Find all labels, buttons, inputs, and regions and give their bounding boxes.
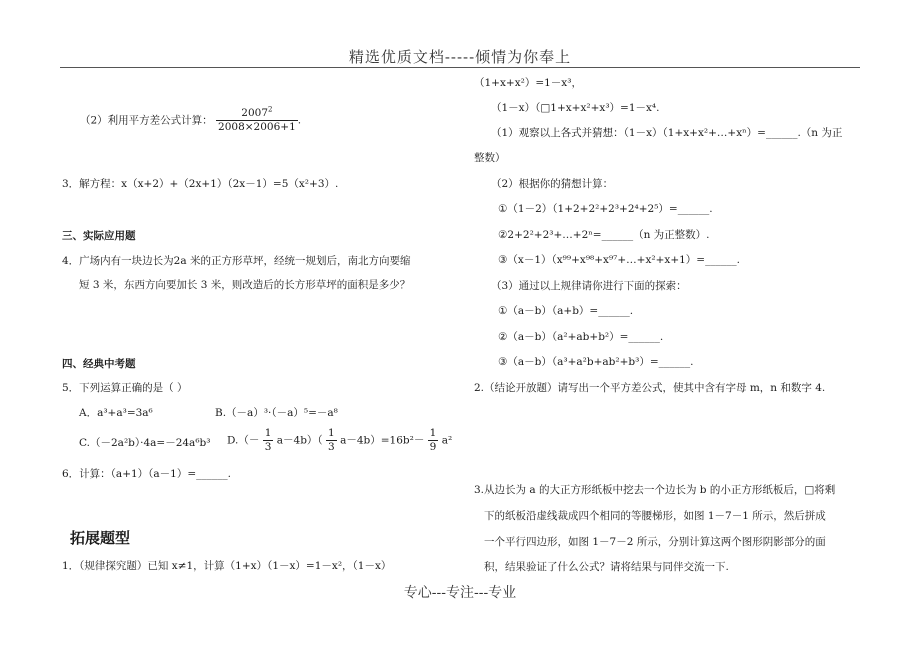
section-4-heading: 四、经典中考题 bbox=[62, 358, 136, 370]
extension-question-1: 1．（规律探究题）已知 x≠1，计算（1+x）（1－x）=1－x²，（1－x） bbox=[62, 560, 392, 572]
explore-instruction: （3）通过以上规律请你进行下面的探索： bbox=[491, 280, 687, 292]
fraction-2-numerator: 1 bbox=[328, 427, 335, 439]
question-2-numerator: 2007 bbox=[241, 107, 269, 119]
question-2-prefix: （2）利用平方差公式计算： bbox=[80, 114, 213, 127]
guess-question-line-1: （1）观察以上各式并猜想：（1－x）（1+x+x²+…+xⁿ）=______.（n 为正 bbox=[491, 127, 843, 139]
question-6-compute: 6．计算：（a+1）（a－1）=______. bbox=[62, 468, 231, 480]
page-footer-title: 专心---专注---专业 bbox=[403, 585, 517, 601]
guess-question-line-2: 整数） bbox=[474, 152, 506, 164]
right-line-2: （1－x）（□1+x+x²+x³）=1－x⁴. bbox=[491, 102, 660, 114]
question-5-option-c: C.（－2a²b）·4a=－24a⁶b³ bbox=[79, 437, 211, 449]
option-d-fraction-1 bbox=[263, 427, 274, 454]
question-2-numerator-exponent: 2 bbox=[268, 105, 273, 114]
question-4-line-1: 4．广场内有一块边长为2a 米的正方形草坪，经统一规划后，南北方向要缩 bbox=[62, 255, 411, 267]
question-2-end: . bbox=[297, 114, 302, 127]
question-2-denominator: 2008×2006+1 bbox=[218, 121, 296, 133]
question-2-compute bbox=[80, 107, 301, 134]
explore-item-3: ③（a－b）（a³+a²b+ab²+b³）=______. bbox=[498, 356, 694, 368]
fraction-1-numerator: 1 bbox=[264, 427, 272, 439]
explore-item-2: ②（a－b）（a²+ab+b²）=______. bbox=[498, 331, 664, 343]
option-d-end: a² bbox=[441, 434, 453, 447]
question-3-paper-line-2: 下的纸板沿虚线裁成四个相同的等腰梯形，如图 1－7－1 所示，然后拼成 bbox=[484, 510, 826, 522]
option-d-fraction-3 bbox=[428, 427, 439, 454]
right-line-1: （1+x+x²）=1－x³， bbox=[474, 77, 582, 89]
extension-section-title: 拓展题型 bbox=[70, 529, 131, 547]
page-header-title: 精选优质文档-----倾情为你奉上 bbox=[348, 48, 572, 66]
question-3-paper-line-4: 积，结果验证了什么公式？请将结果与同伴交流一下. bbox=[484, 561, 729, 573]
option-d-middle-2: a－4b）=16b²－ bbox=[340, 434, 425, 447]
option-d-middle-1: a－4b）（ bbox=[276, 434, 323, 447]
question-3-equation: 3．解方程：x（x+2）+（2x+1）（2x－1）=5（x²+3）. bbox=[62, 178, 339, 190]
calc-item-1: ①（1－2）（1+2+2²+2³+2⁴+2⁵）=______. bbox=[498, 203, 713, 215]
header-divider bbox=[60, 67, 860, 68]
question-5-option-b: B.（－a）³·（－a）⁵=－a⁸ bbox=[215, 407, 338, 419]
question-3-paper-line-1: 3.从边长为 a 的大正方形纸板中挖去一个边长为 b 的小正方形纸板后，□将剩 bbox=[474, 484, 836, 496]
option-d-fraction-2 bbox=[326, 427, 337, 454]
option-d-prefix: D.（－ bbox=[227, 434, 260, 447]
calc-item-3: ③（x－1）（x⁹⁹+x⁹⁸+x⁹⁷+…+x²+x+1）=______. bbox=[498, 254, 740, 266]
fraction-3-denominator: 9 bbox=[429, 441, 437, 453]
question-5-option-a: A．a³+a³=3a⁶ bbox=[79, 407, 153, 419]
calc-item-2: ②2+2²+2³+…+2ⁿ=______（n 为正整数）. bbox=[498, 229, 710, 241]
question-3-paper-line-3: 一个平行四边形，如图 1－7－2 所示，分别计算这两个图形阴影部分的面 bbox=[484, 536, 826, 548]
fraction-2-denominator: 3 bbox=[328, 441, 335, 453]
question-2-fraction bbox=[216, 107, 298, 134]
calc-instruction: （2）根据你的猜想计算： bbox=[491, 178, 614, 190]
explore-item-1: ①（a－b）（a+b）=______. bbox=[498, 305, 634, 317]
fraction-1-denominator: 3 bbox=[264, 441, 272, 453]
section-3-heading: 三、实际应用题 bbox=[62, 230, 136, 242]
question-5-stem: 5．下列运算正确的是（ ） bbox=[62, 382, 188, 394]
open-question-2: 2.（结论开放题）请写出一个平方差公式，使其中含有字母 m，n 和数字 4. bbox=[474, 382, 826, 394]
fraction-3-numerator: 1 bbox=[429, 427, 437, 439]
question-5-option-d bbox=[227, 427, 452, 454]
question-4-line-2: 短 3 米，东西方向要加长 3 米，则改造后的长方形草坪的面积是多少？ bbox=[79, 279, 411, 291]
